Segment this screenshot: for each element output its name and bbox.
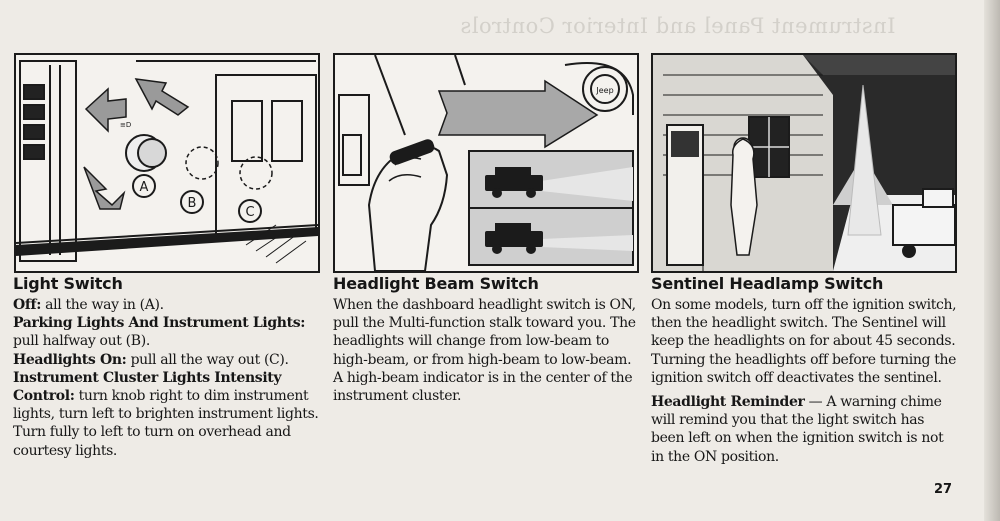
light-switch-heading: Light Switch: [13, 274, 123, 293]
beam-switch-heading: Headlight Beam Switch: [333, 274, 539, 293]
cluster-text: turn knob right to dim instrument lights, turn left to brighten instrument lights. Turn fully to left to turn on overhead and courtesy lights.: [13, 388, 319, 459]
cluster-item: [13, 369, 321, 460]
headlights-item: [13, 351, 321, 369]
sentinel-illustration: [651, 53, 957, 273]
svg-text:≡D: ≡D: [120, 121, 132, 129]
page-number: 27: [934, 482, 953, 497]
reminder-label: Headlight Reminder: [651, 394, 805, 411]
off-text: all the way in (A).: [41, 297, 164, 313]
book-spine-shadow: [984, 0, 1000, 521]
off-label: Off:: [13, 297, 42, 313]
light-switch-illustration: [14, 53, 320, 273]
jeep-badge-overlay: [335, 55, 637, 271]
reminder-text: — A warning chime will remind you that the light switch has been left on when the ignition switch is not in the ON position.: [651, 394, 944, 465]
parking-text: pull halfway out (B).: [13, 333, 150, 350]
sentinel-section: [651, 274, 959, 466]
bleed-through-title: Instrument Panel and Interior Controls: [460, 14, 896, 38]
light-switch-section: [13, 274, 321, 460]
label-c: C: [245, 205, 255, 220]
reminder-item: [651, 393, 959, 466]
off-item: [13, 296, 321, 314]
headlights-text: pull all the way out (C).: [126, 351, 289, 368]
beam-switch-illustration: [333, 53, 639, 273]
jeep-badge-text: Jeep: [596, 86, 614, 95]
label-b: B: [187, 196, 197, 211]
sentinel-drawing: [653, 55, 955, 271]
sentinel-text: On some models, turn off the ignition switch, then the headlight switch. The Sentinel will keep the headlights on for about 45 seconds. Turning the headlights off before turning the ignition switch off deactivates the sentinel.: [651, 297, 957, 386]
light-switch-labels: [16, 55, 318, 271]
beam-switch-text: When the dashboard headlight switch is ON, pull the Multi-function stalk toward you. The headlights will change from low-beam to high-beam, or from high-beam to low-beam. A high-beam indicator is in the center of the instrument cluster.: [333, 297, 636, 405]
parking-label: Parking Lights And Instrument Lights:: [13, 315, 306, 332]
label-a: A: [139, 180, 149, 195]
parking-item: [13, 314, 321, 350]
cluster-label: Instrument Cluster Lights Intensity Control:: [13, 369, 282, 405]
headlights-label: Headlights On:: [13, 351, 127, 368]
beam-switch-section: [333, 274, 641, 405]
sentinel-heading: Sentinel Headlamp Switch: [651, 274, 884, 293]
